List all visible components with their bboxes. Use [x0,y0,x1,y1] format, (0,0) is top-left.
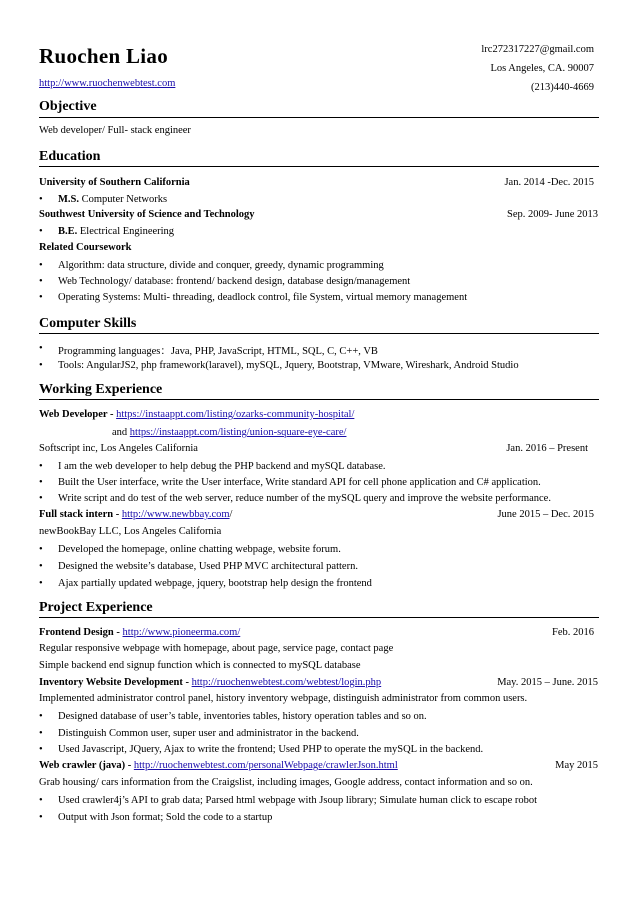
degree-field: Electrical Engineering [77,226,175,237]
bullet: • [39,711,43,722]
school-name: University of Southern California [39,177,190,188]
bullet: • [39,477,43,488]
project-line: Simple backend end signup function which is connected to mySQL database [39,660,361,671]
project-link[interactable]: http://ruochenwebtest.com/personalWebpage/crawlerJson.html [133,760,398,771]
section-heading-projects: Project Experience [39,600,153,615]
degree-abbr: M.S. [58,194,79,205]
bullet: • [39,260,43,271]
section-heading-objective: Objective [39,99,97,114]
project-description: Implemented administrator control panel, history inventory webpage, distinguish administrator from common users. [39,693,528,704]
section-divider [39,399,599,400]
coursework-label: Related Coursework [39,242,132,253]
job-bullet: I am the web developer to help debug the PHP backend and mySQL database. [58,461,386,472]
project-description: Grab housing/ cars information from the Craigslist, including images, Google address, contact information and so on. [39,777,533,788]
job-company: Softscript inc, Los Angeles California [39,443,198,454]
job-link[interactable]: https://instaappt.com/listing/ozarks-community-hospital/ [116,409,355,420]
course-item: Operating Systems: Multi- threading, deadlock control, file System, virtual memory management [58,292,468,303]
and-text: and [112,427,130,438]
job-title: Web Developer - [39,409,117,420]
bullet: • [39,744,43,755]
bullet: • [39,292,43,303]
job-bullet: Ajax partially updated webpage, jquery, bootstrap help design the frontend [58,578,372,589]
section-heading-work: Working Experience [39,382,163,397]
section-divider [39,333,599,334]
project-date: Feb. 2016 [552,627,594,638]
personal-website-link[interactable]: http://www.ruochenwebtest.com [39,78,176,89]
job-title-line [39,409,354,420]
bullet: • [39,812,43,823]
education-date: Sep. 2009- June 2013 [507,209,598,220]
project-bullet: Used Javascript, JQuery, Ajax to write the frontend; Used PHP to operate the mySQL in the backend. [58,744,484,755]
project-title-line [39,760,398,771]
bullet: • [39,461,43,472]
degree-field: Computer Networks [79,194,168,205]
bullet: • [39,561,43,572]
job-company: newBookBay LLC, Los Angeles California [39,526,222,537]
degree [58,226,174,237]
section-heading-education: Education [39,149,101,164]
project-link[interactable]: http://www.pioneerma.com/ [122,627,241,638]
section-divider [39,166,599,167]
course-item: Web Technology/ database: frontend/ backend design, database design/management [58,276,411,287]
course-item: Algorithm: data structure, divide and conquer, greedy, dynamic programming [58,260,384,271]
bullet: • [39,194,43,205]
project-title: Frontend Design - [39,627,123,638]
project-bullet: Used crawler4j’s API to grab data; Parsed html webpage with Jsoup library; Simulate human click to escape robot [58,795,538,806]
job-bullet: Developed the homepage, online chatting webpage, website forum. [58,544,341,555]
job-bullet: Built the User interface, write the User interface, Write standard API for cell phone application and C# application. [58,477,541,488]
bullet: • [39,226,43,237]
skill-item: Tools: AngularJS2, php framework(laravel), mySQL, Jquery, Bootstrap, VMware, Wireshark, Android Studio [58,360,519,371]
project-bullet: Distinguish Common user, super user and administrator in the backend. [58,728,359,739]
bullet: • [39,578,43,589]
degree [58,194,167,205]
bullet: • [39,276,43,287]
project-line: Regular responsive webpage with homepage, about page, service page, contact page [39,643,394,654]
project-title-line [39,627,240,638]
school-name: Southwest University of Science and Technology [39,209,255,220]
project-bullet: Designed database of user’s table, inventories tables, history operation tables and so on. [58,711,427,722]
job-link[interactable]: https://instaappt.com/listing/union-square-eye-care/ [129,427,347,438]
job-title: Full stack intern - [39,509,122,520]
job-link-line [112,427,346,438]
project-date: May. 2015 – June. 2015 [497,677,598,688]
education-date: Jan. 2014 -Dec. 2015 [504,177,594,188]
bullet: • [39,343,43,354]
bullet: • [39,795,43,806]
location: Los Angeles, CA. 90007 [490,63,594,74]
bullet: • [39,544,43,555]
project-title-line [39,677,381,688]
job-bullet: Write script and do test of the web server, reduce number of the mySQL query and improve the website performance. [58,493,551,504]
bullet: • [39,728,43,739]
project-bullet: Output with Json format; Sold the code to a startup [58,812,273,823]
phone: (213)440-4669 [531,82,594,93]
degree-abbr: B.E. [58,226,78,237]
project-title: Inventory Website Development - [39,677,192,688]
job-date: June 2015 – Dec. 2015 [497,509,594,520]
job-link[interactable]: http://www.newbbay.com [121,509,230,520]
email: lrc272317227@gmail.com [481,44,594,55]
project-title: Web crawler (java) - [39,760,134,771]
job-bullet: Designed the website’s database, Used PHP MVC architectural pattern. [58,561,358,572]
job-date: Jan. 2016 – Present [506,443,588,454]
bullet: • [39,493,43,504]
skill-item: Programming languages：Java, PHP, JavaScript, HTML, SQL, C, C++, VB [58,346,378,357]
project-date: May 2015 [555,760,598,771]
section-divider [39,117,599,118]
bullet: • [39,360,43,371]
section-heading-skills: Computer Skills [39,316,137,331]
link-suffix: / [229,509,233,520]
candidate-name: Ruochen Liao [39,44,169,68]
section-divider [39,617,599,618]
objective-text: Web developer/ Full- stack engineer [39,125,191,136]
job-title-line [39,509,232,520]
project-link[interactable]: http://ruochenwebtest.com/webtest/login.php [191,677,382,688]
